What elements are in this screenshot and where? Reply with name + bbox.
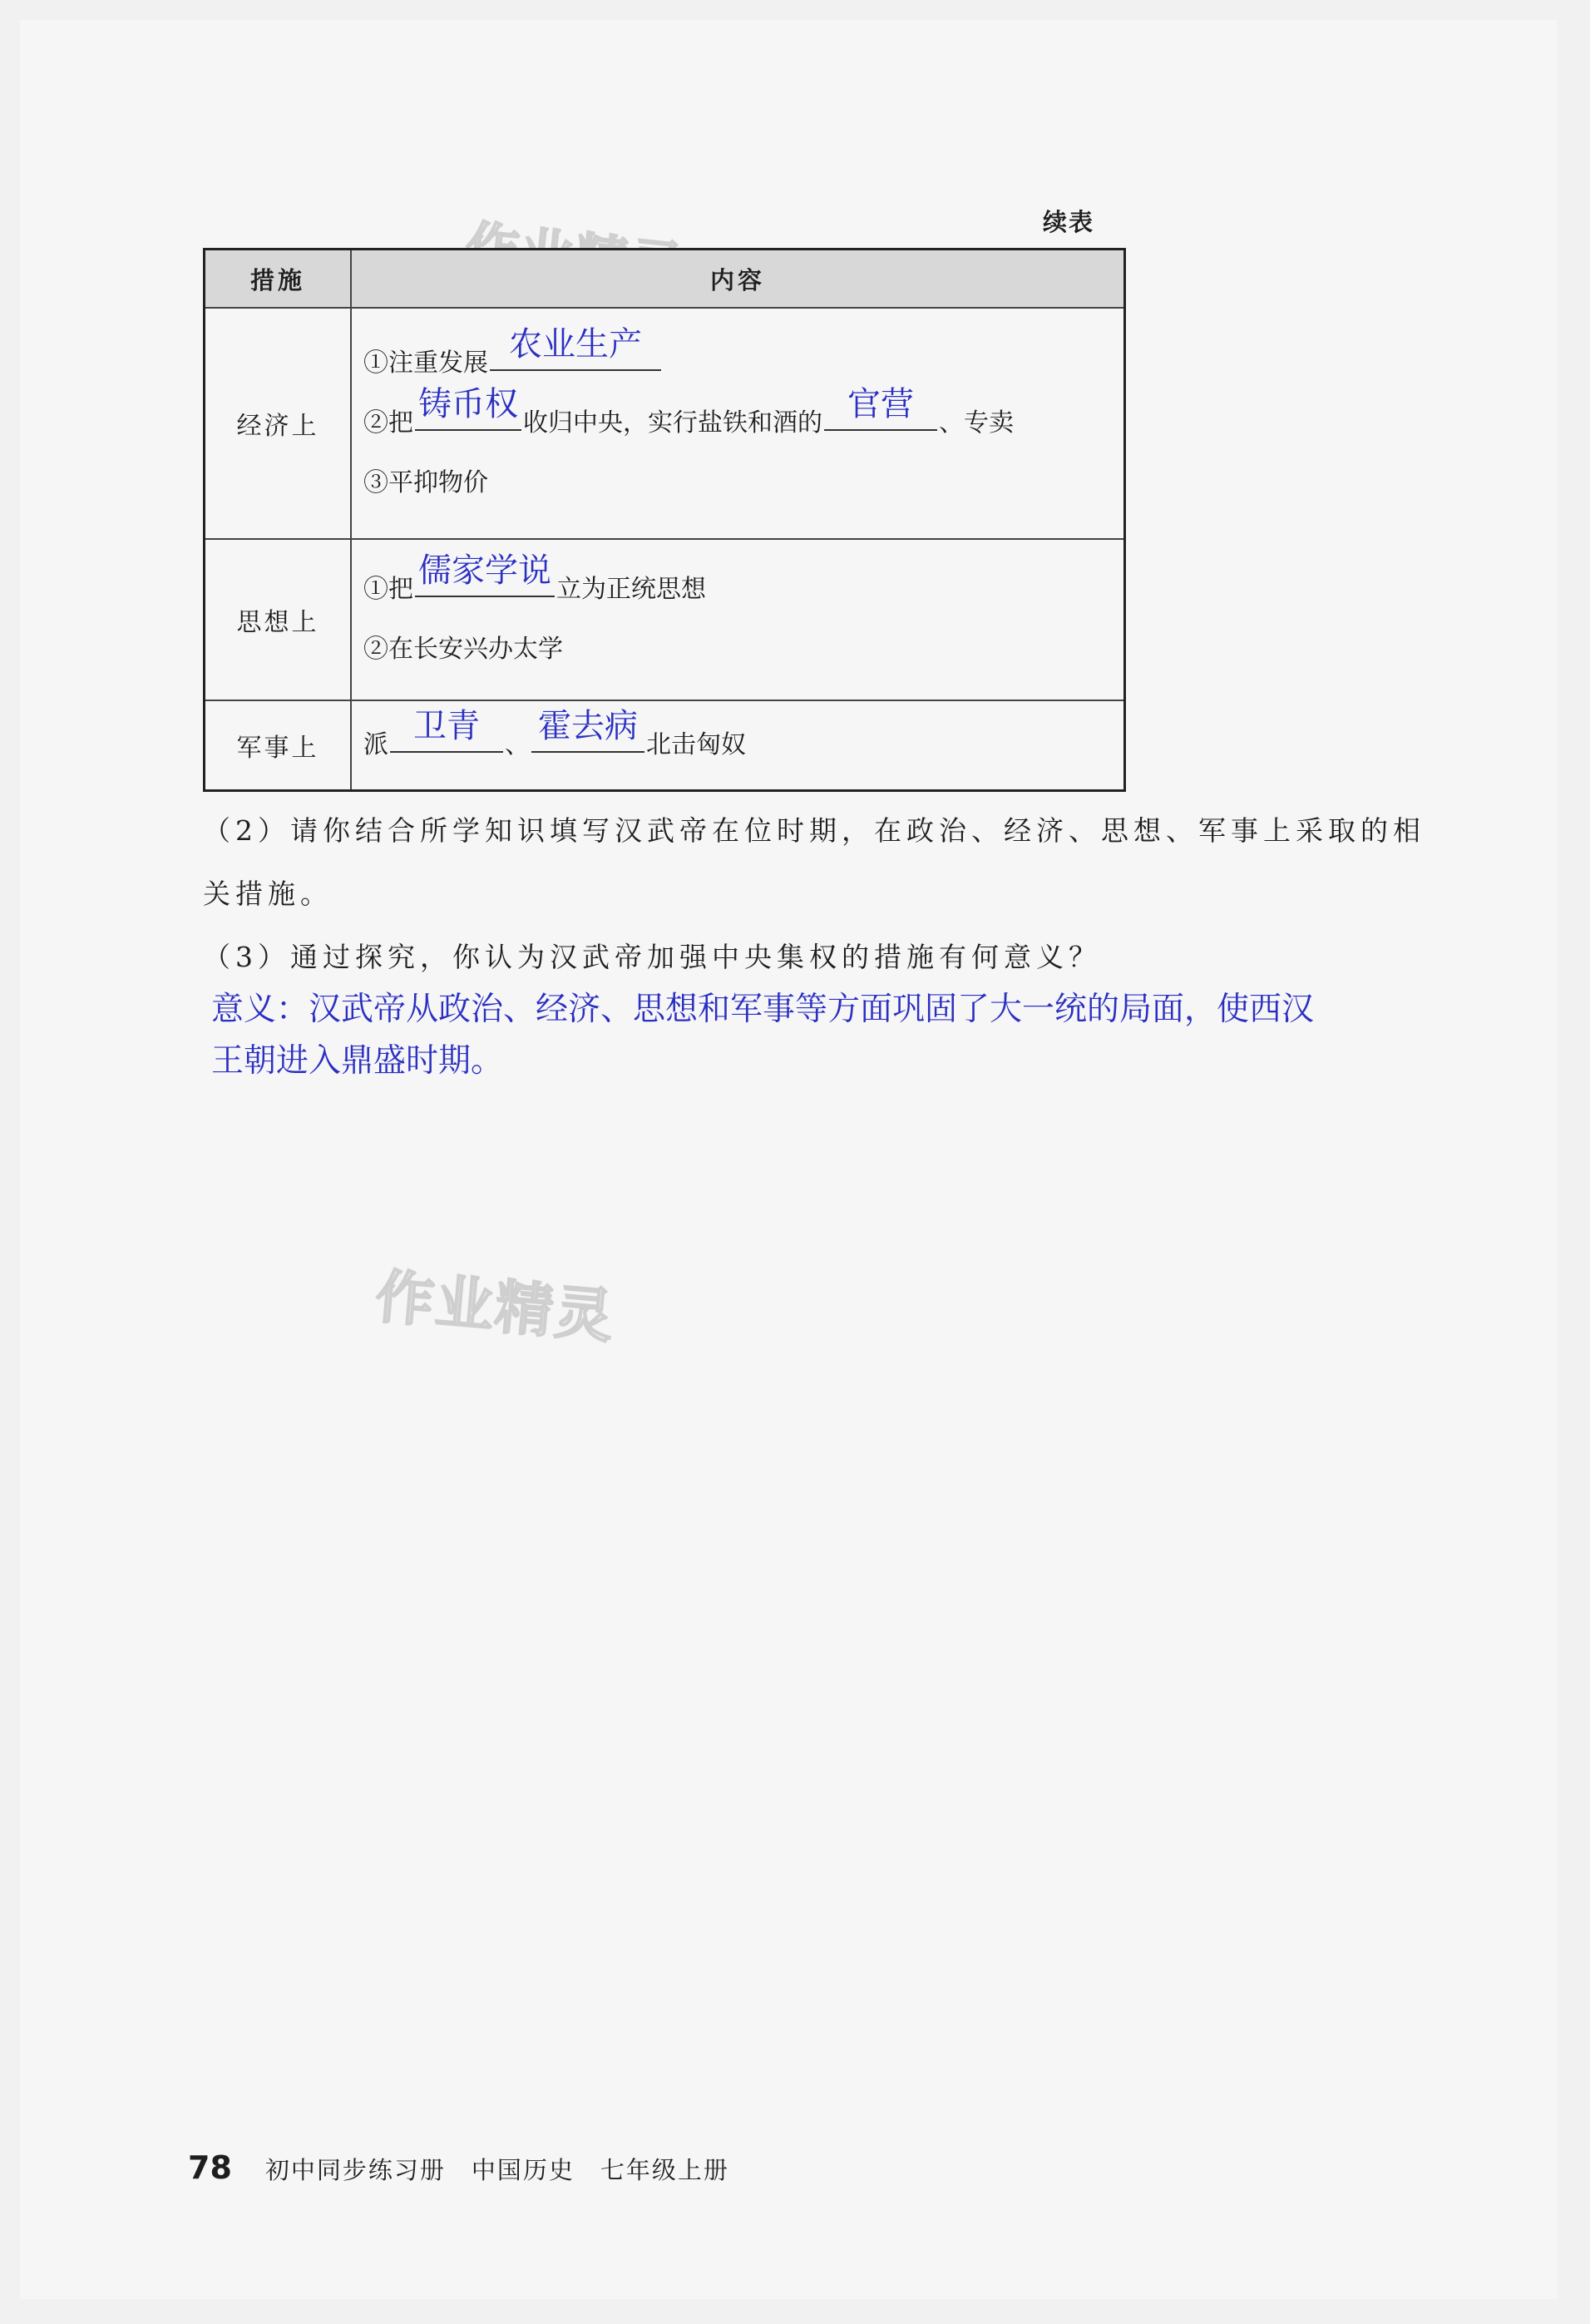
watermark-middle: 作业精灵 xyxy=(373,1262,618,1352)
table-row-military xyxy=(205,700,1125,791)
thought-content xyxy=(351,539,1125,700)
book-title: 初中同步练习册 中国历史 七年级上册 xyxy=(264,2156,729,2184)
table-row-thought xyxy=(205,539,1125,700)
handwritten-answer: 铸币权 xyxy=(418,385,518,423)
measures-table xyxy=(203,248,1126,792)
answer-line-1: 意义：汉武帝从政治、经济、思想和军事等方面巩固了大一统的局面，使西汉 xyxy=(211,991,1315,1028)
answer-blank xyxy=(415,551,555,597)
economy-item-3: ③平抑物价 xyxy=(363,468,488,497)
row-label-thought: 思想上 xyxy=(205,539,352,700)
answer-blank xyxy=(490,325,661,371)
question-2-line-2: 关措施。 xyxy=(203,878,333,910)
thought-item-2: ②在长安兴办太学 xyxy=(363,635,563,664)
economy-item-2-prefix: ②把 xyxy=(363,408,413,438)
answer-blank xyxy=(824,385,937,431)
header-measures: 措施 xyxy=(205,250,352,309)
table-header-row xyxy=(205,250,1125,309)
question-3: （3）通过探究，你认为汉武帝加强中央集权的措施有何意义？ xyxy=(203,941,1101,973)
table-row-economy xyxy=(205,308,1125,539)
economy-content xyxy=(351,308,1125,539)
military-content xyxy=(351,700,1125,791)
header-content: 内容 xyxy=(351,250,1125,309)
economy-item-1-text: ①注重发展 xyxy=(363,349,488,378)
handwritten-answer: 儒家学说 xyxy=(418,551,551,590)
handwritten-answer: 官营 xyxy=(847,385,914,423)
military-item xyxy=(363,707,1123,775)
continued-table-label: 续表 xyxy=(1042,208,1094,236)
thought-item-1-suffix: 立为正统思想 xyxy=(556,575,706,604)
military-prefix: 派 xyxy=(363,730,388,759)
economy-item-2-mid: 收归中央，实行盐铁和酒的 xyxy=(523,408,822,438)
answer-blank xyxy=(531,707,644,753)
handwritten-answer: 霍去病 xyxy=(538,707,638,745)
page-number: 78 xyxy=(188,2149,232,2186)
answer-line-2: 王朝进入鼎盛时期。 xyxy=(211,1042,504,1080)
answer-blank xyxy=(390,707,503,753)
thought-item-1-prefix: ①把 xyxy=(363,575,413,604)
thought-item-1 xyxy=(363,551,1123,620)
page-footer xyxy=(188,2149,729,2186)
military-suffix: 北击匈奴 xyxy=(646,730,746,759)
row-label-military: 军事上 xyxy=(205,700,352,791)
military-separator: 、 xyxy=(505,730,530,759)
answer-blank xyxy=(415,385,521,431)
handwritten-answer: 农业生产 xyxy=(509,325,642,363)
question-2-line-1: （2）请你结合所学知识填写汉武帝在位时期，在政治、经济、思想、军事上采取的相 xyxy=(203,814,1425,847)
handwritten-answer-q3 xyxy=(211,984,1425,1087)
handwritten-answer: 卫青 xyxy=(413,707,480,745)
row-label-economy: 经济上 xyxy=(205,308,352,539)
economy-item-2-suffix: 、专卖 xyxy=(939,408,1014,438)
economy-item-2 xyxy=(363,385,1123,453)
